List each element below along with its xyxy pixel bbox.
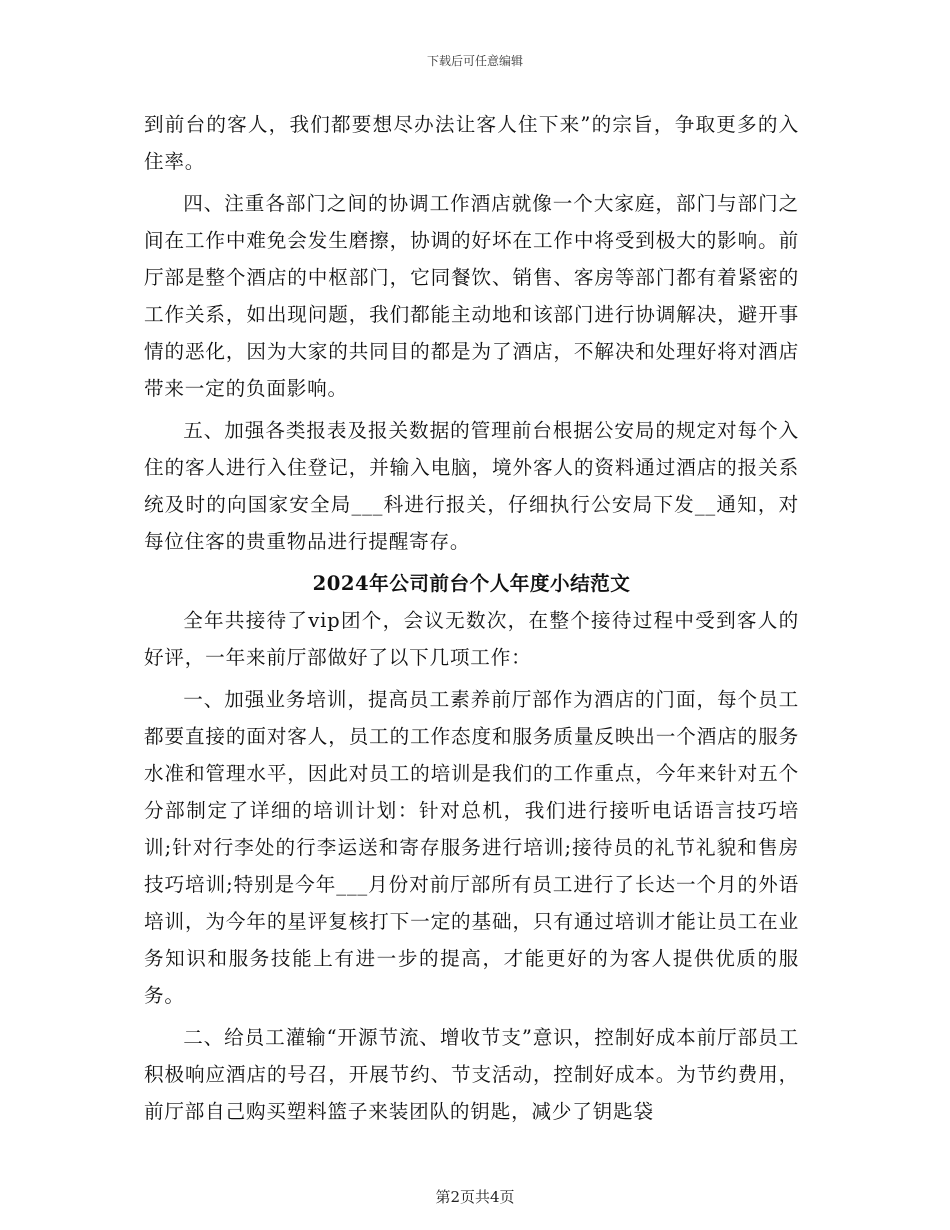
paragraph-reports: 五、加强各类报表及报关数据的管理前台根据公安局的规定对每个入住的客人进行入住登记，并输入电脑，境外客人的资料通过酒店的报关系统及时的向国家安全局___科进行报关，仔细执行公安局下发__通知，对每位住客的贵重物品进行提醒寄存。	[144, 419, 799, 553]
paragraph-continuation: 到前台的客人，我们都要想尽办法让客人住下来”的宗旨，争取更多的入住率。	[144, 113, 799, 173]
document-body	[144, 106, 799, 1135]
paragraph-intro: 全年共接待了vip团个，会议无数次，在整个接待过程中受到客人的好评，一年来前厅部做好了以下几项工作：	[144, 609, 799, 669]
page-header: 下载后可任意编辑	[426, 54, 523, 68]
paragraph-training: 一、加强业务培训，提高员工素养前厅部作为酒店的门面，每个员工都要直接的面对客人，员工的工作态度和服务质量反映出一个酒店的服务水准和管理水平，因此对员工的培训是我们的工作重点，今年来针对五个分部制定了详细的培训计划：针对总机，我们进行接听电话语言技巧培训;针对行李处的行李运送和寄存服务进行培训;接待员的礼节礼貌和售房技巧培训;特别是今年___月份对前厅部所有员工进行了长达一个月的外语培训，为今年的星评复核打下一定的基础，只有通过培训才能让员工在业务知识和服务技能上有进一步的提高，才能更好的为客人提供优质的服务。	[144, 688, 799, 1007]
section-title: 2024年公司前台个人年度小结范文	[312, 572, 631, 595]
paragraph-cost-control: 二、给员工灌输“开源节流、增收节支”意识，控制好成本前厅部员工积极响应酒店的号召，开展节约、节支活动，控制好成本。为节约费用，前厅部自己购买塑料篮子来装团队的钥匙，减少了钥匙袋	[144, 1026, 799, 1123]
paragraph-coordination: 四、注重各部门之间的协调工作酒店就像一个大家庭，部门与部门之间在工作中难免会发生磨擦，协调的好坏在工作中将受到极大的影响。前厅部是整个酒店的中枢部门，它同餐饮、销售、客房等部门都有着紧密的工作关系，如出现问题，我们都能主动地和该部门进行协调解决，避开事情的恶化，因为大家的共同目的都是为了酒店，不解决和处理好将对酒店带来一定的负面影响。	[144, 192, 799, 400]
page-footer: 第2页共4页	[435, 1188, 515, 1206]
